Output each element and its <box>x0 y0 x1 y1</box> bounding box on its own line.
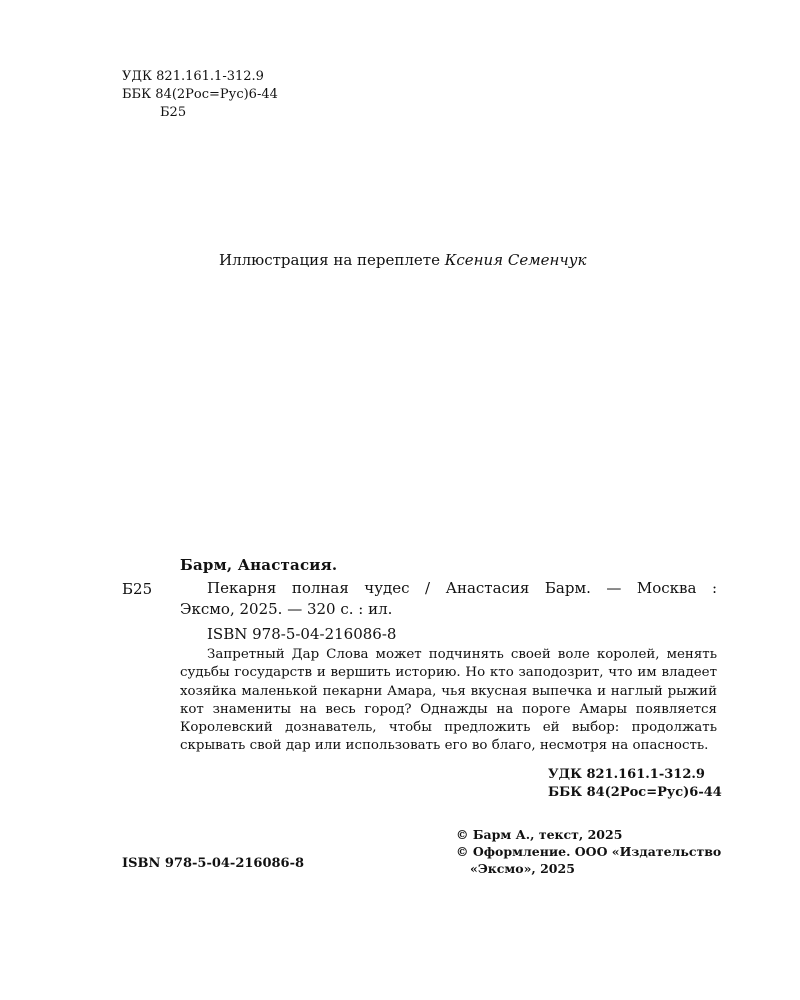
udk-code: УДК 821.161.1-312.9 <box>122 69 264 84</box>
illustration-artist: Ксения Семенчук <box>444 251 587 269</box>
card-title-line1: Пекарня полная чудес / Анастасия Барм. — Москва : <box>207 579 717 597</box>
card-bbk-code: ББК 84(2Рос=Рус)6-44 <box>548 785 722 800</box>
footer-isbn: ISBN 978-5-04-216086-8 <box>122 856 305 871</box>
card-title-line2: Эксмо, 2025. — 320 с. : ил. <box>180 600 393 618</box>
bbk-code: ББК 84(2Рос=Рус)6-44 <box>122 87 278 102</box>
annotation-text: Запретный Дар Слова может подчинять своей воле королей, менять судьбы государств и вершить историю. Но кто заподозрит, что им владеет хозяйка маленькой пекарни Амара, чья вкусная выпечка и наглый рыжий кот знамениты на весь город? Однажды на пороге Амары появляется Королевский дознаватель, чтобы предложить ей выбор: продолжать скрывать свой дар или использовать его во благо, несмотря на опасность. <box>180 647 717 754</box>
copyright-text: © Барм А., текст, 2025 <box>456 827 623 842</box>
card-author-mark: Б25 <box>122 580 153 598</box>
card-udk-code: УДК 821.161.1-312.9 <box>548 767 705 782</box>
classification-top <box>122 68 278 122</box>
copyright-design-line1: © Оформление. ООО «Издательство <box>456 844 722 859</box>
classification-bottom <box>548 766 722 802</box>
author-mark: Б25 <box>160 105 187 120</box>
copyright-block <box>456 826 721 877</box>
card-author: Барм, Анастасия. <box>180 556 338 574</box>
illustration-label: Иллюстрация на переплете <box>219 251 440 269</box>
card-annotation <box>180 646 717 756</box>
illustration-credit <box>219 251 586 269</box>
copyright-design-line2: «Эксмо», 2025 <box>470 861 575 876</box>
card-isbn: ISBN 978-5-04-216086-8 <box>207 625 397 643</box>
